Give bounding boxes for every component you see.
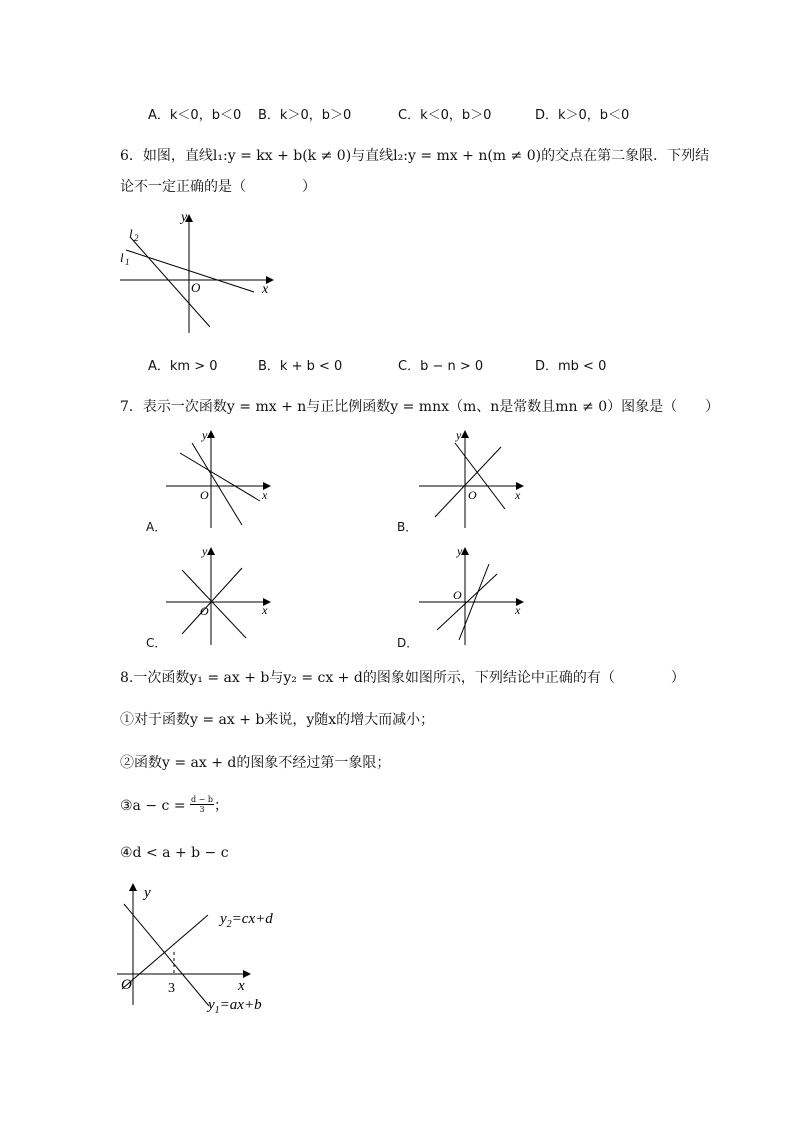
q7c-line2 <box>182 570 246 638</box>
q8-figure <box>112 880 312 1020</box>
q8-y1-label: $y_1=ax+b$ <box>208 997 262 1016</box>
q5-option-a: A．k＜0，b＜0 <box>148 108 242 123</box>
q6-l1-label: l <box>120 250 124 265</box>
q6-x-label: x <box>262 282 269 297</box>
q7b-line2 <box>455 443 505 509</box>
svg-text:y: y <box>202 544 208 558</box>
svg-text:O: O <box>453 588 462 602</box>
svg-text:x: x <box>515 488 521 502</box>
q7-label-b: B． <box>397 520 418 534</box>
svg-text:x: x <box>262 603 268 617</box>
q7-label-a: A． <box>146 520 167 534</box>
q6-l1-sub: 1 <box>125 257 130 267</box>
q6-option-d: D．mb < 0 <box>535 359 607 374</box>
q8-y2-label: $y_2=cx+d$ <box>220 911 273 930</box>
q8-line-y2 <box>122 915 208 989</box>
q8-stem: 8.一次函数y₁ = ax + b与y₂ = cx + d的图象如图所示，下列结论中正确的有（ ） <box>120 670 685 686</box>
q6-stem-line2: 论不一定正确的是（ ） <box>120 179 316 195</box>
q7a-line2 <box>192 443 242 525</box>
q5-option-c: C．k＜0，b＞0 <box>398 108 492 123</box>
q7-label-d: D． <box>397 636 419 650</box>
q6-option-b: B．k + b < 0 <box>258 359 343 374</box>
q8-s3-prefix: ③a − c = <box>120 798 190 814</box>
q8-origin-label: O <box>121 977 132 993</box>
q8-x-label: x <box>238 978 245 994</box>
q7-stem: 7．表示一次函数y = mx + n与正比例函数y = mnx（m、n是常数且mn ≠ 0）图象是（ ） <box>120 399 720 415</box>
q7-figure-a <box>162 425 277 530</box>
svg-text:y: y <box>456 428 462 442</box>
q6-option-a: A．km > 0 <box>148 359 218 374</box>
q7-figure-c <box>162 542 277 647</box>
svg-text:x: x <box>515 603 521 617</box>
q5-option-b: B．k＞0，b＞0 <box>258 108 352 123</box>
q8-s3-suffix: ； <box>214 798 229 814</box>
q8-statement-1: ①对于函数y = ax + b来说，y随x的增大而减小； <box>120 712 435 728</box>
q6-stem-line1: 6．如图，直线l₁:y = kx + b(k ≠ 0)与直线l₂:y = mx + n(m ≠ 0)的交点在第二象限．下列结 <box>120 148 710 164</box>
svg-text:y: y <box>457 544 463 558</box>
q6-l2-label: l <box>129 226 133 241</box>
q6-l2-sub: 2 <box>134 233 139 243</box>
q6-figure <box>110 205 285 335</box>
q5-option-d: D．k＞0，b＜0 <box>535 108 630 123</box>
q6-origin-label: O <box>191 280 201 295</box>
q6-option-c: C．b − n > 0 <box>398 359 484 374</box>
q7-figure-d <box>415 542 530 647</box>
q8-statement-4: ④d < a + b − c <box>120 845 229 861</box>
q7b-line1 <box>435 447 501 517</box>
q7-label-c: C． <box>146 636 167 650</box>
svg-text:O: O <box>200 488 209 502</box>
q8-s3-numerator: d − b <box>191 794 214 804</box>
svg-text:x: x <box>262 488 268 502</box>
q7a-line1 <box>180 453 260 501</box>
svg-text:y: y <box>202 428 208 442</box>
svg-text:O: O <box>468 488 477 502</box>
q8-tick-3: 3 <box>168 981 175 996</box>
q8-y-label: y <box>144 885 151 901</box>
q8-line-y1 <box>124 904 209 1006</box>
q6-y-label: y <box>181 210 188 225</box>
q8-statement-3 <box>120 795 228 815</box>
q7-figure-b <box>415 425 530 530</box>
q8-s3-fraction <box>190 795 214 814</box>
q6-line-l2 <box>126 250 254 292</box>
q8-statement-2: ②函数y = ax + d的图象不经过第一象限； <box>120 755 391 771</box>
svg-text:O: O <box>200 604 209 618</box>
q8-s3-denominator: 3 <box>199 804 205 814</box>
